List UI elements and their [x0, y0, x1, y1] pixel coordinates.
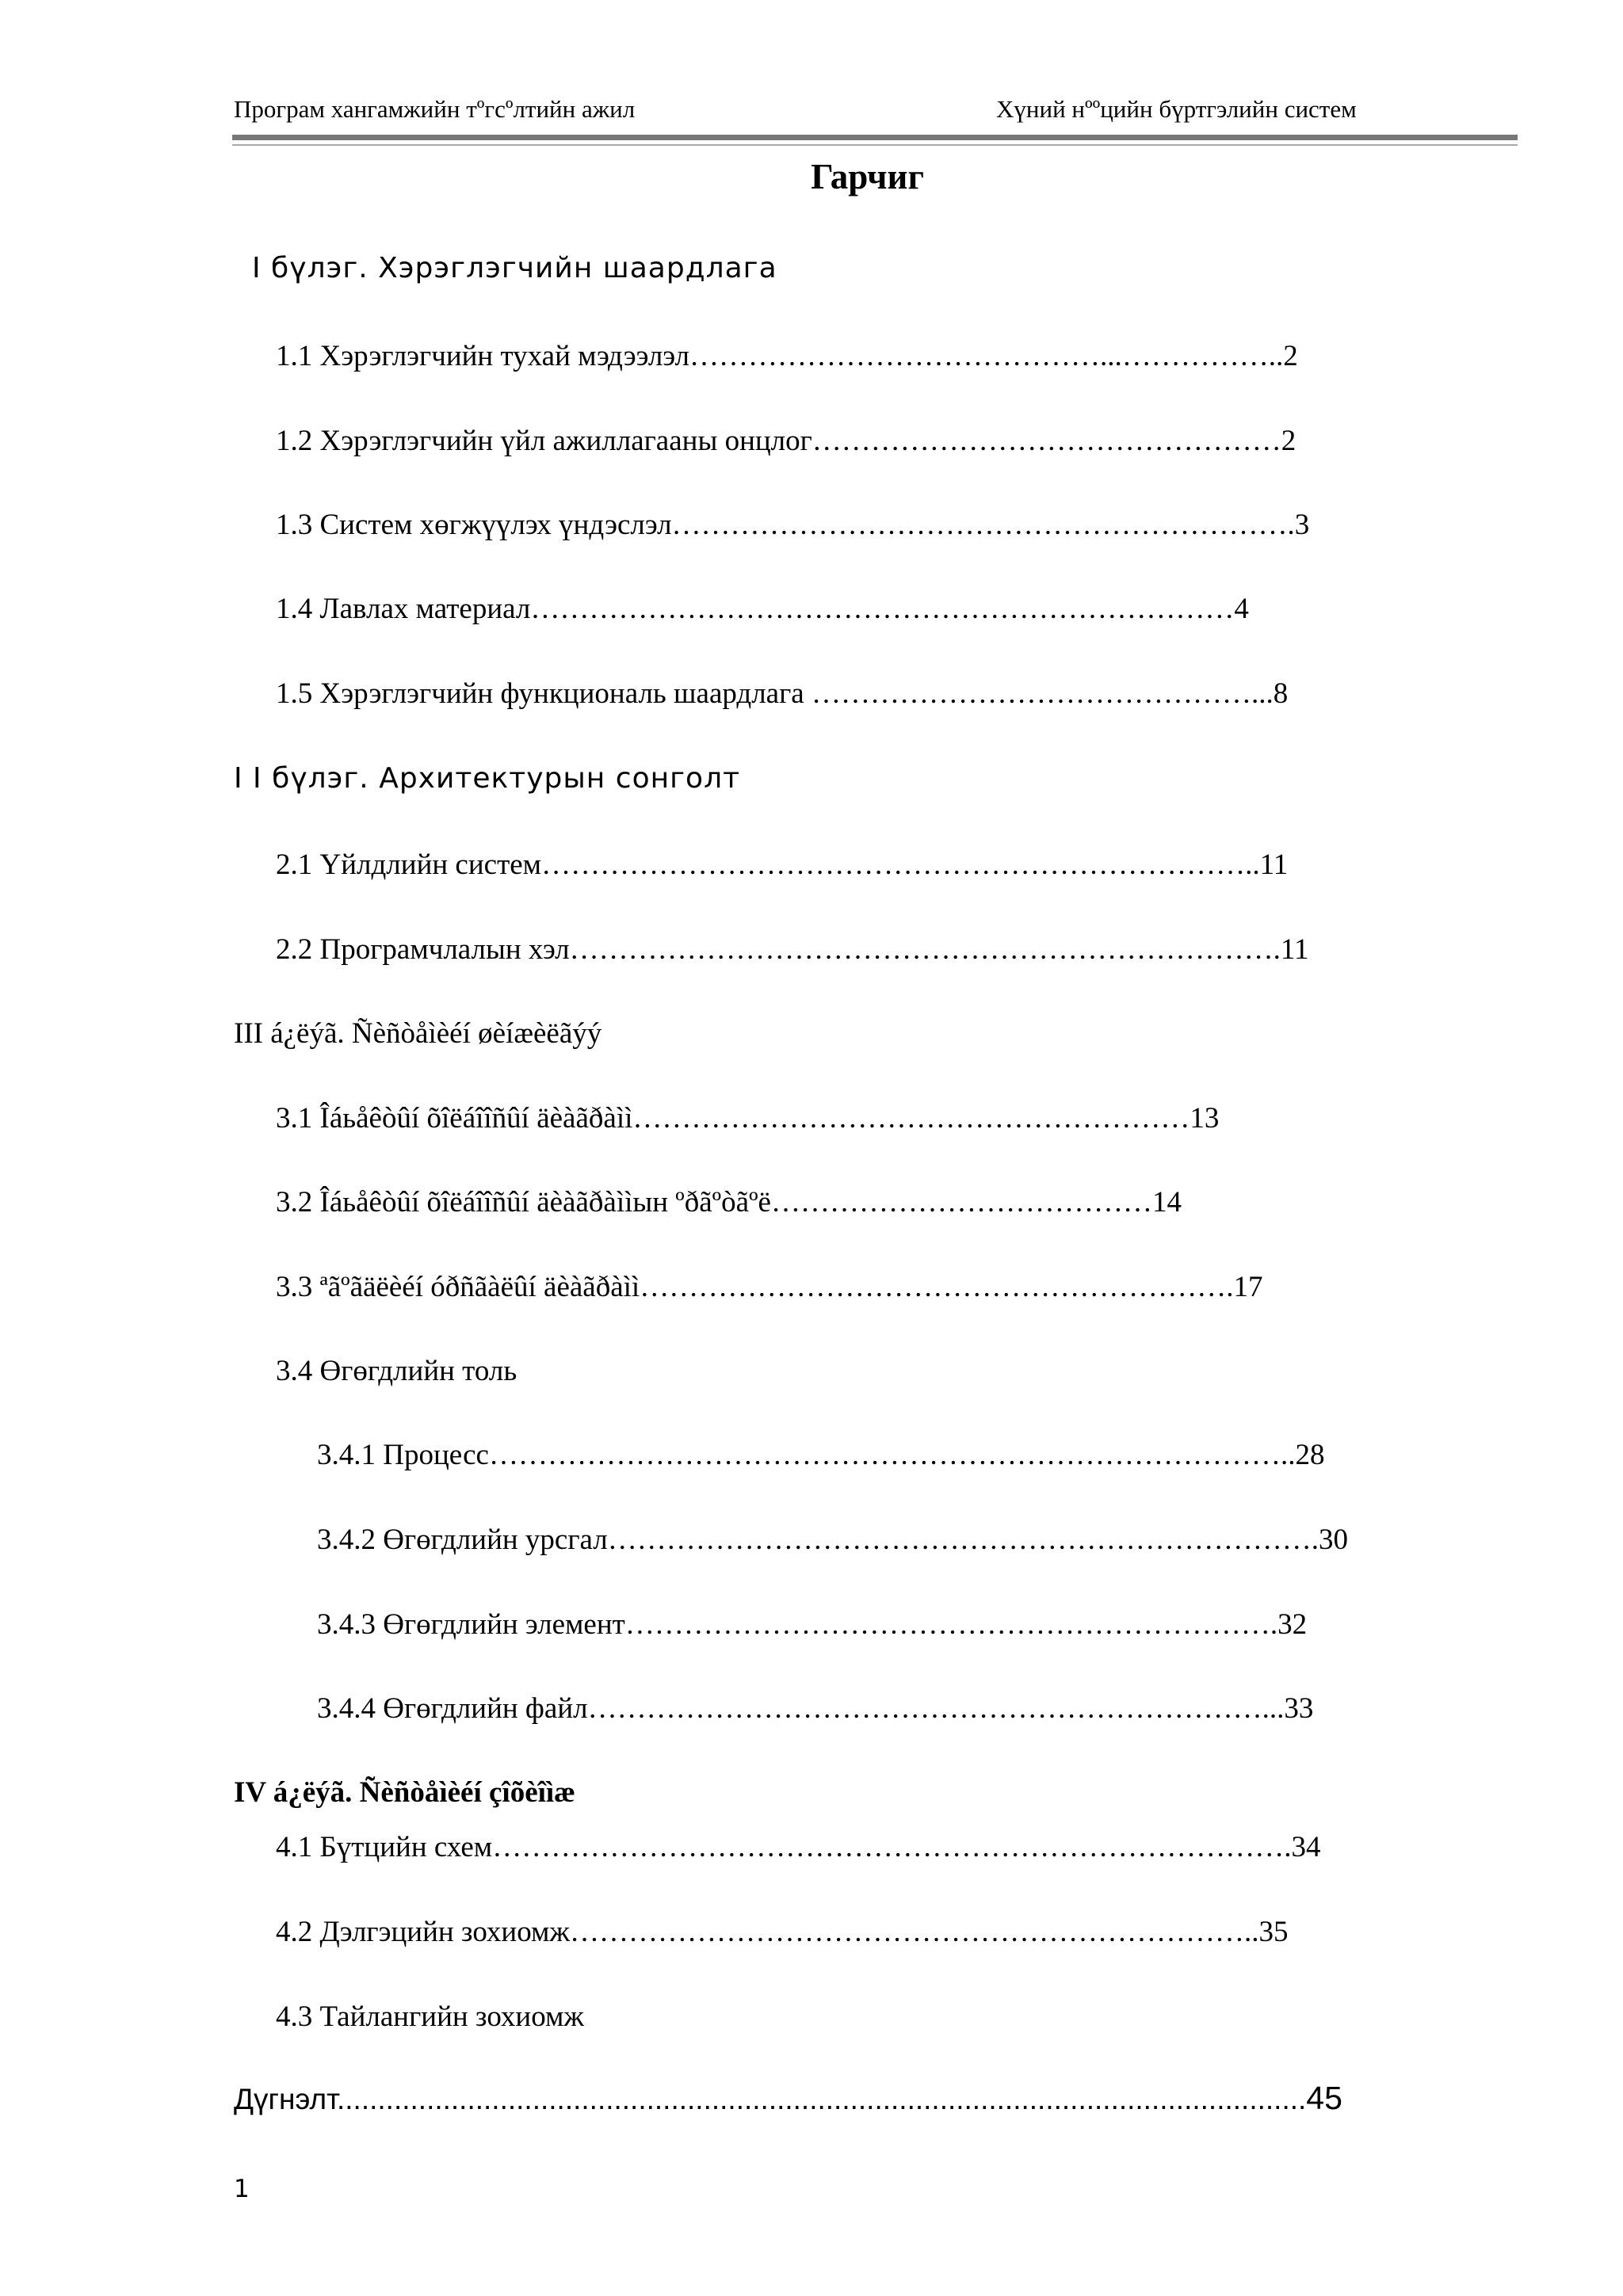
page-number: 1 [234, 2175, 250, 2203]
toc-entry-1-2: 1.2 Хэрэглэгчийн үйл ажиллагааны онцлог…………………………………………2 [276, 425, 1296, 457]
toc-entry-2-1: 2.1 Үйлдлийн систем………………………………………………………………..11 [276, 849, 1289, 881]
toc-entry-1-4: 1.4 Лавлах материал………………………………………………………………4 [276, 593, 1249, 625]
header-right-title: Хүний нººцийн бүртгэлийн систем [996, 95, 1357, 123]
toc-entry-3-4-4: 3.4.4 Өгөгдлийн файл……………………………………………………………...33 [317, 1692, 1314, 1725]
toc-conclusion [234, 2080, 1342, 2117]
toc-entry-3-4: 3.4 Өгөгдлийн толь [276, 1355, 517, 1387]
toc-entry-1-5: 1.5 Хэрэглэгчийн функциональ шаардлага ………………………………………...8 [276, 677, 1289, 710]
toc-entry-1-1: 1.1 Хэрэглэгчийн тухай мэдээлэл……………………………………...……………..2 [276, 340, 1298, 372]
toc-entry-4-3: 4.3 Тайлангийн зохиомж [276, 2000, 584, 2033]
header-rule-thick [232, 135, 1518, 140]
toc-entry-1-3: 1.3 Систем хөгжүүлэх үндэслэл……………………………………………………….3 [276, 509, 1310, 541]
toc-chapter-3: III á¿ëýã. Ñèñòåìèéí øèíæèëãýý [234, 1017, 602, 1050]
toc-chapter-1: I бүлэг. Хэрэглэгчийн шаардлага [252, 252, 777, 284]
header-left-title: Програм хангамжийн тºгсºлтийн ажил [234, 95, 636, 123]
toc-entry-4-1: 4.1 Бүтцийн схем……………………………………………………………………….34 [276, 1831, 1321, 1863]
page-title: Гарчиг [811, 157, 924, 196]
toc-conclusion-label: Дүгнэлт....................................................................................................................... [234, 2083, 1307, 2115]
toc-entry-3-3: 3.3 ªãºãäëèéí óðñãàëûí äèàãðàìì…………………………………………………….17 [276, 1271, 1263, 1303]
toc-entry-3-4-3: 3.4.3 Өгөгдлийн элемент………………………………………………………….32 [317, 1608, 1308, 1641]
header-rule-thin [232, 144, 1518, 146]
toc-entry-3-4-2: 3.4.2 Өгөгдлийн урсгал……………………………………………………………….30 [317, 1524, 1348, 1556]
toc-conclusion-page: 45 [1306, 2080, 1342, 2116]
toc-chapter-2: I I бүлэг. Архитектурын сонголт [234, 762, 741, 795]
toc-entry-3-2: 3.2 Îáьåêòûí õîëáîîñûí äèàãðàììын ºðãºòãºë…………………………………14 [276, 1186, 1182, 1219]
toc-entry-3-1: 3.1 Îáьåêòûí õîëáîîñûí äèàãðàìì…………………………………………………13 [276, 1102, 1220, 1135]
toc-entry-2-2: 2.2 Програмчлалын хэл……………………………………………………………….11 [276, 933, 1309, 966]
toc-entry-4-2: 4.2 Дэлгэцийн зохиомж……………………………………………………………..35 [276, 1916, 1289, 1948]
toc-entry-3-4-1: 3.4.1 Процесс………………………………………………………………………..28 [317, 1439, 1325, 1471]
toc-chapter-4: IV á¿ëýã. Ñèñòåìèéí çîõèîìæ [234, 1776, 575, 1809]
